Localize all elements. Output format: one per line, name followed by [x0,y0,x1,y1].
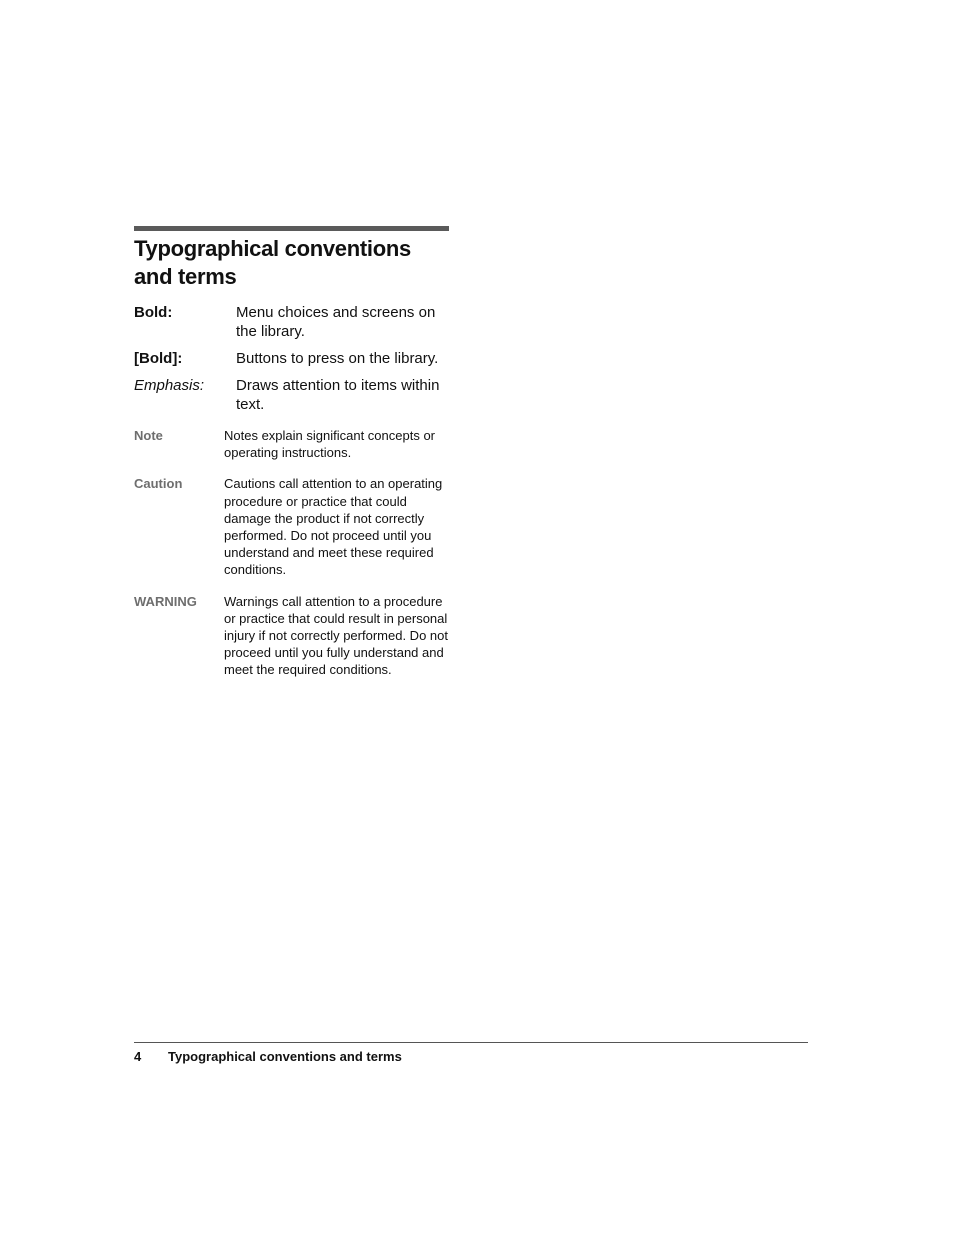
notice-text: Cautions call attention to an operating procedure or practice that could damage the product if not correctly performed. Do not proceed until you understand and meet these required conditions. [224,476,443,578]
convention-term: [Bold]: [134,350,183,367]
running-title: Typographical conventions and terms [168,1049,402,1064]
convention-row-bold [134,303,449,341]
convention-description: Draws attention to items within text. [236,377,440,413]
convention-term: Bold: [134,304,173,321]
page-number: 4 [134,1049,142,1064]
convention-term: Emphasis: [134,377,205,394]
convention-row-bracket-bold [134,349,449,368]
section-heading: Typographical conventions and terms [134,236,411,289]
section-top-rule [134,226,449,231]
notice-label: Caution [134,476,183,492]
notice-warning [134,593,449,679]
footer-rule [134,1042,808,1043]
conventions-section [134,226,449,679]
notice-label: WARNING [134,593,197,609]
convention-row-emphasis [134,376,449,414]
notice-caution [134,475,449,578]
convention-description: Menu choices and screens on the library. [236,304,436,340]
page-footer [134,1048,402,1066]
notice-label: Note [134,428,163,443]
notice-note [134,427,449,461]
notice-text: Notes explain significant concepts or operating instructions. [224,428,436,461]
notice-text: Warnings call attention to a procedure or practice that could result in personal injury if not correctly performed. Do not proceed until you fully understand and meet the required conditions. [224,593,448,678]
convention-description: Buttons to press on the library. [236,350,439,367]
